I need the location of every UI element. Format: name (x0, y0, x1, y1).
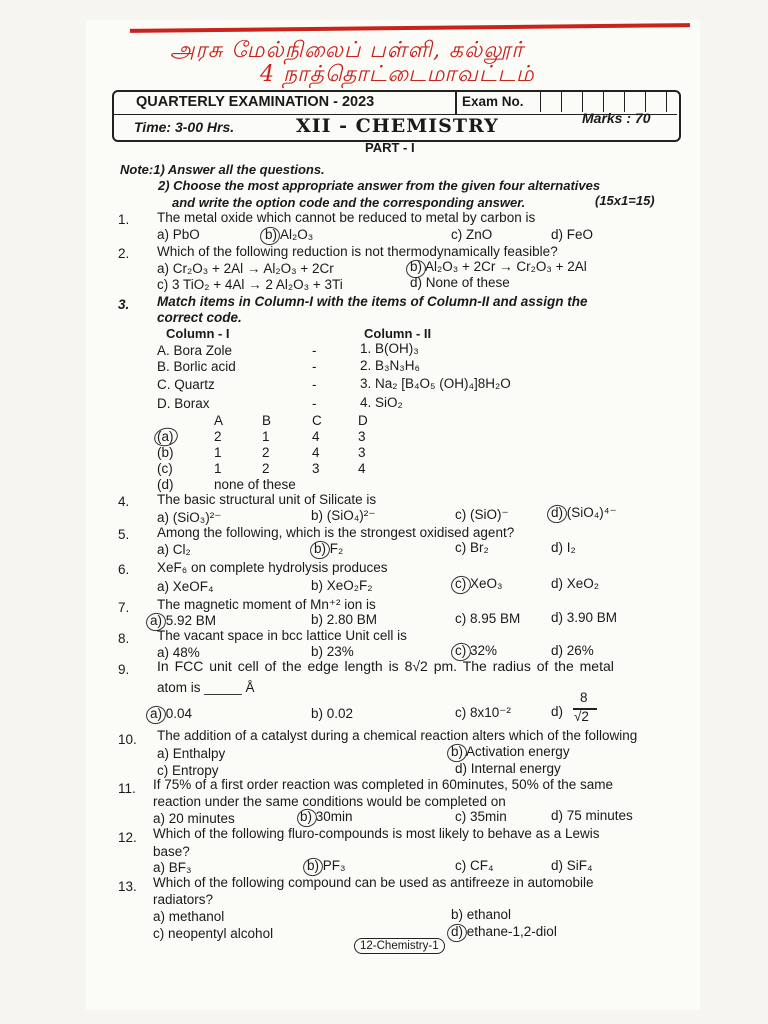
q8-option-d: d) 26% (551, 643, 594, 658)
q3-code-cell: 1 (262, 429, 270, 444)
q11-option-c: c) 35min (455, 809, 507, 824)
q1-text: The metal oxide which cannot be reduced to metal by carbon is (157, 210, 536, 225)
q3-code-cell: 4 (312, 445, 320, 460)
q3-code-cell: 2 (214, 429, 222, 444)
q3-code-option: (b) (157, 445, 174, 460)
q2-option-d: d) None of these (410, 275, 510, 290)
q3-dash: - (312, 343, 317, 358)
q5-option-a: a) Cl₂ (157, 542, 191, 557)
q3-code-option: (a) (157, 429, 174, 444)
q6-option-a: a) XeOF₄ (157, 579, 214, 594)
q11-option-b: b) 30min (300, 809, 353, 824)
q3-col2-item: 4. SiO₂ (360, 395, 403, 410)
q12-option-d: d) SiF₄ (551, 858, 593, 873)
q1-number: 1. (118, 212, 130, 227)
q3-code-cell: 2 (262, 445, 270, 460)
divider (455, 90, 457, 114)
q9-d-numerator: 8 (580, 690, 588, 705)
tamil-school-name: அரசு மேல்நிலைப் பள்ளி, கல்லூர் (170, 38, 524, 63)
q5-number: 5. (118, 527, 130, 542)
marks: Marks : 70 (582, 110, 651, 126)
q9-option-c: c) 8x10⁻² (455, 705, 511, 720)
q3-dash: - (312, 377, 317, 392)
q3-col2-item: 1. B(OH)₃ (360, 341, 419, 356)
q9-d-denominator: √2 (574, 709, 589, 724)
q11-number: 11. (118, 781, 136, 796)
q1-option-b: b) Al₂O₃ (265, 227, 314, 242)
q3-col2-item: 3. Na₂ [B₄O₅ (OH)₄]8H₂O (360, 376, 511, 391)
q3-code-head: A (214, 413, 224, 428)
q13-option-b: b) ethanol (451, 907, 512, 922)
subject: XII - CHEMISTRY (296, 115, 499, 137)
q13-number: 13. (118, 879, 137, 894)
q13-text-2: radiators? (153, 892, 214, 907)
q5-option-c: c) Br₂ (455, 540, 489, 555)
q7-option-a: a) 5.92 BM (150, 613, 217, 628)
q4-option-c: c) (SiO)⁻ (455, 507, 509, 522)
q9-text-1: In FCC unit cell of the edge length is 8√2 pm. The radius of the metal (157, 658, 614, 674)
q9-text-2: atom is _____ Å (157, 680, 255, 695)
q12-text-2: base? (153, 844, 190, 859)
q11-text-2: reaction under the same conditions would be completed on (153, 794, 506, 809)
q7-option-d: d) 3.90 BM (551, 610, 618, 625)
q11-option-a: a) 20 minutes (153, 811, 235, 826)
part-label: PART - I (365, 140, 415, 155)
q3-col2-item: 2. B₃N₃H₆ (360, 358, 420, 373)
q2-option-a: a) Cr₂O₃ + 2Al → Al₂O₃ + 2Cr (157, 261, 334, 276)
q3-code-cell: 4 (312, 429, 320, 444)
q3-dash: - (312, 396, 317, 411)
q6-text: XeF₆ on complete hydrolysis produces (157, 560, 388, 575)
q10-text: The addition of a catalyst during a chemical reaction alters which of the following (157, 728, 638, 743)
q7-option-b: b) 2.80 BM (311, 612, 378, 627)
q11-option-d: d) 75 minutes (551, 808, 633, 823)
note-marks: (15x1=15) (595, 193, 655, 208)
q1-option-c: c) ZnO (451, 227, 493, 242)
q9-option-b: b) 0.02 (311, 706, 354, 721)
q2-text: Which of the following reduction is not thermodynamically feasible? (157, 244, 558, 259)
q6-number: 6. (118, 562, 130, 577)
q3-dash: - (312, 359, 317, 374)
q6-option-b: b) XeO₂F₂ (311, 578, 373, 593)
q4-option-a: a) (SiO₃)²⁻ (157, 510, 222, 525)
q2-option-c: c) 3 TiO₂ + 4Al → 2 Al₂O₃ + 3Ti (157, 277, 343, 292)
exam-title: QUARTERLY EXAMINATION - 2023 (136, 94, 375, 110)
q1-option-d: d) FeO (551, 227, 594, 242)
exam-no-label: Exam No. (462, 94, 524, 109)
q3-text-2: correct code. (157, 310, 242, 325)
q10-number: 10. (118, 732, 137, 747)
q3-code-cell: 1 (214, 445, 222, 460)
q3-code-cell: 3 (358, 429, 366, 444)
note-1: Note:1) Answer all the questions. (120, 162, 325, 177)
q4-text: The basic structural unit of Silicate is (157, 492, 377, 507)
q3-code-option: (d) (157, 477, 174, 492)
q10-option-d: d) Internal energy (455, 761, 561, 776)
note-2: 2) Choose the most appropriate answer from the given four alternatives (158, 178, 601, 193)
q9-option-a: a) 0.04 (150, 706, 193, 721)
q7-option-c: c) 8.95 BM (455, 611, 521, 626)
q3-option-d-text: none of these (214, 477, 296, 492)
q5-text: Among the following, which is the strongest oxidised agent? (157, 525, 515, 540)
q8-option-a: a) 48% (157, 645, 200, 660)
q2-number: 2. (118, 246, 130, 261)
q12-number: 12. (118, 830, 137, 845)
q12-option-b: b) PF₃ (307, 858, 346, 873)
q13-option-a: a) methanol (153, 909, 225, 924)
q5-option-d: d) I₂ (551, 540, 576, 555)
q8-text: The vacant space in bcc lattice Unit cell is (157, 628, 407, 643)
q3-code-cell: 3 (312, 461, 320, 476)
tamil-district: 4 நாத்தொட்டைமாவட்டம் (260, 62, 535, 87)
q8-option-c: c) 32% (455, 643, 498, 658)
q10-option-c: c) Entropy (157, 763, 219, 778)
q3-code-head: D (358, 413, 368, 428)
q12-option-c: c) CF₄ (455, 858, 494, 873)
q6-option-d: d) XeO₂ (551, 576, 600, 591)
q13-text-1: Which of the following compound can be used as antifreeze in automobile (153, 875, 594, 890)
q3-code-head: C (312, 413, 322, 428)
time: Time: 3-00 Hrs. (134, 119, 235, 135)
q10-option-a: a) Enthalpy (157, 746, 226, 761)
q3-col1-head: Column - I (166, 326, 230, 341)
q4-option-b: b) (SiO₄)²⁻ (311, 508, 376, 523)
q3-number: 3. (118, 297, 130, 312)
q9-number: 9. (118, 662, 130, 677)
q3-code-option: (c) (157, 461, 173, 476)
q4-option-d: d) (SiO₄)⁴⁻ (551, 505, 617, 520)
q13-option-c: c) neopentyl alcohol (153, 926, 274, 941)
q3-code-cell: 3 (358, 445, 366, 460)
q1-option-a: a) PbO (157, 227, 200, 242)
q3-code-cell: 1 (214, 461, 222, 476)
q8-number: 8. (118, 631, 130, 646)
q10-option-b: b) Activation energy (451, 744, 570, 759)
footer-page-label: 12-Chemistry-1 (354, 938, 445, 954)
q3-col1-item: A. Bora Zole (157, 343, 233, 358)
q7-text: The magnetic moment of Mn⁺² ion is (157, 597, 376, 612)
q3-col2-head: Column - II (364, 326, 432, 341)
q12-option-a: a) BF₃ (153, 860, 192, 875)
q3-code-cell: 2 (262, 461, 270, 476)
q8-option-b: b) 23% (311, 644, 354, 659)
q4-number: 4. (118, 494, 130, 509)
q6-option-c: c) XeO₃ (455, 576, 503, 591)
q3-col1-item: B. Borlic acid (157, 359, 236, 374)
q9-option-d: d) (551, 704, 564, 719)
q5-option-b: b) F₂ (314, 541, 344, 556)
q3-col1-item: C. Quartz (157, 377, 215, 392)
note-3: and write the option code and the corresponding answer. (172, 195, 526, 210)
q3-col1-item: D. Borax (157, 396, 210, 411)
q3-code-head: B (262, 413, 272, 428)
q3-text-1: Match items in Column-I with the items of Column-II and assign the (157, 294, 588, 309)
q12-text-1: Which of the following fluro-compounds is most likely to behave as a Lewis (153, 826, 600, 841)
q13-option-d: d) ethane-1,2-diol (451, 924, 557, 939)
q2-option-b: b) Al₂O₃ + 2Cr → Cr₂O₃ + 2Al (410, 259, 587, 274)
q11-text-1: If 75% of a first order reaction was completed in 60minutes, 50% of the same (153, 777, 613, 792)
q3-code-cell: 4 (358, 461, 366, 476)
q7-number: 7. (118, 600, 130, 615)
